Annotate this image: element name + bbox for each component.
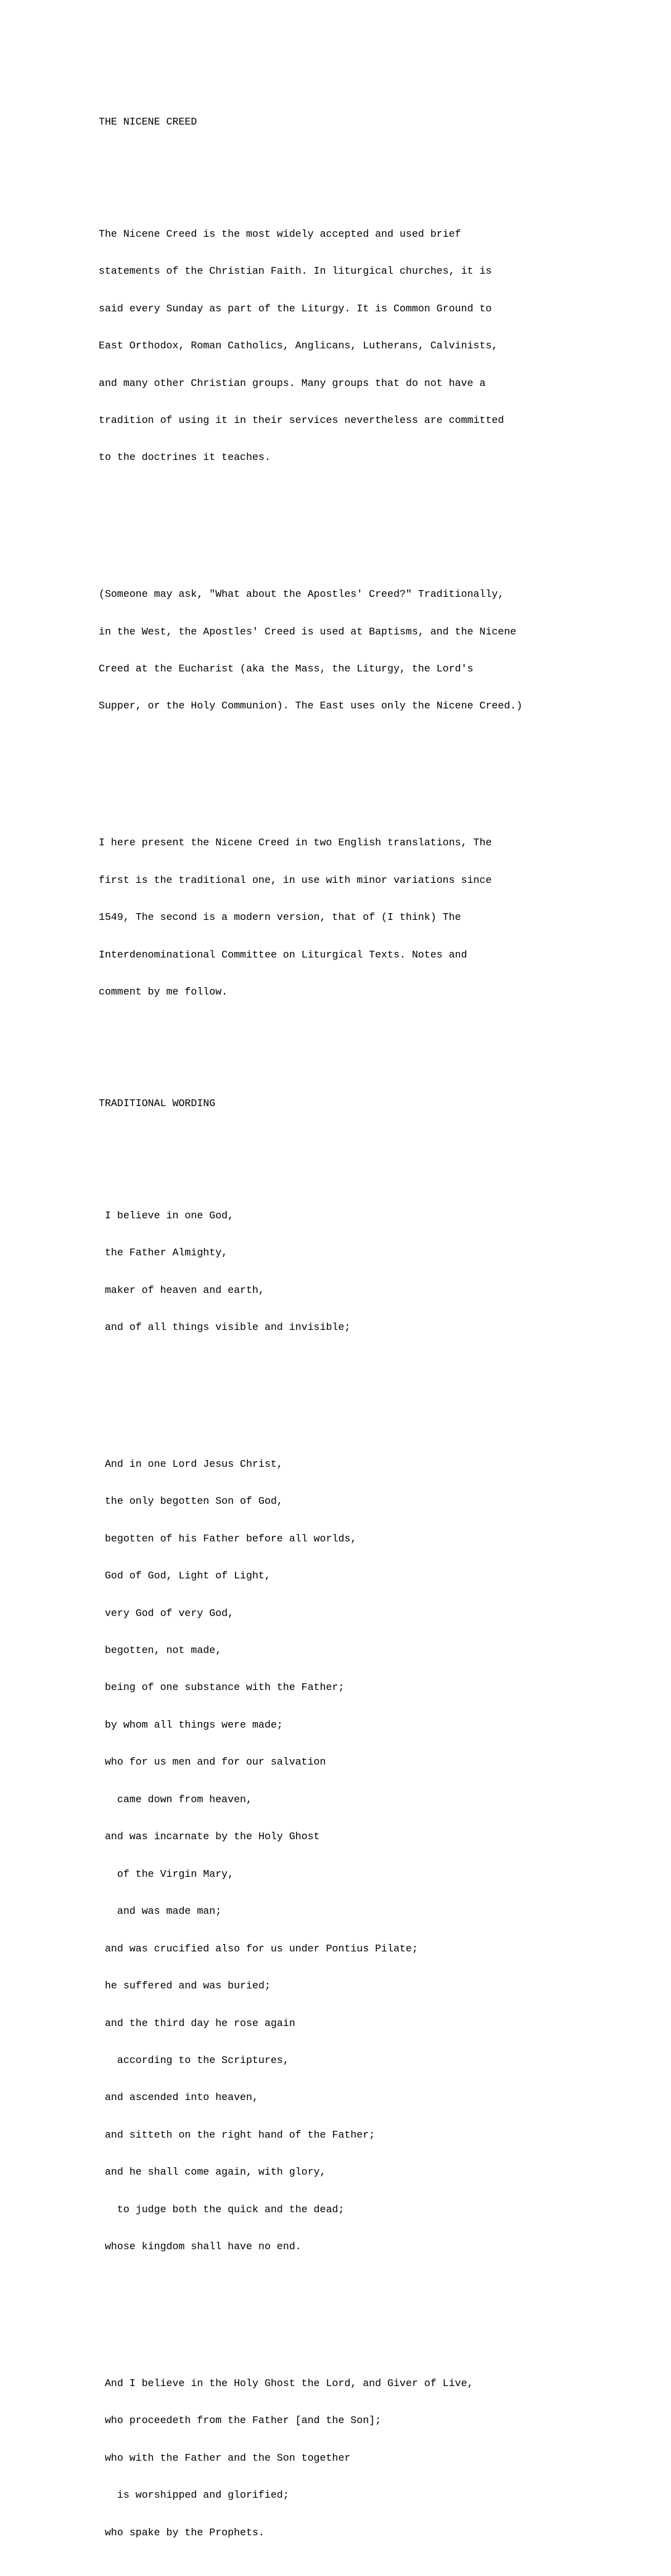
intro-paragraph-2 (99, 564, 654, 737)
creed-line: being of one substance with the Father; (99, 1681, 345, 1694)
creed-line: came down from heaven, (99, 1793, 252, 1805)
spacer (99, 762, 654, 774)
section-heading: TRADITIONAL WORDING (99, 1097, 216, 1110)
creed-line: who for us men and for our salvation (99, 1756, 326, 1768)
spacer (99, 1048, 654, 1060)
paragraph-line: Creed at the Eucharist (aka the Mass, the Liturgy, the Lord's (99, 663, 474, 675)
paragraph-line: The Nicene Creed is the most widely accepted and used brief (99, 228, 461, 240)
creed-stanza-2 (99, 1433, 654, 2278)
creed-line: God of God, Light of Light, (99, 1570, 271, 1582)
paragraph-line: Interdenominational Committee on Liturgical Texts. Notes and (99, 948, 467, 961)
creed-stanza-1 (99, 1184, 654, 1358)
creed-line: is worshipped and glorified; (99, 2489, 289, 2501)
paragraph-line: Supper, or the Holy Communion). The East uses only the Nicene Creed.) (99, 700, 523, 712)
paragraph-line: tradition of using it in their services nevertheless are committed (99, 414, 504, 426)
document-title: THE NICENE CREED (99, 116, 197, 128)
document-page (99, 91, 654, 2576)
intro-paragraph-1 (99, 203, 654, 488)
spacer (99, 2303, 654, 2315)
creed-line: whose kingdom shall have no end. (99, 2241, 302, 2253)
paragraph-line: statements of the Christian Faith. In liturgical churches, it is (99, 265, 492, 277)
paragraph-line: said every Sunday as part of the Liturgy. It is Common Ground to (99, 302, 492, 314)
creed-line: who with the Father and the Son together (99, 2451, 351, 2464)
creed-line: the Father Almighty, (99, 1247, 228, 1259)
creed-line: And in one Lord Jesus Christ, (99, 1458, 283, 1470)
creed-line: according to the Scriptures, (99, 2054, 289, 2066)
creed-line: and was crucified also for us under Pontius Pilate; (99, 1942, 418, 1955)
paragraph-line: East Orthodox, Roman Catholics, Anglicans, Lutherans, Calvinists, (99, 340, 498, 352)
intro-paragraph-3 (99, 812, 654, 1023)
creed-line: very God of very God, (99, 1607, 234, 1619)
creed-line: to judge both the quick and the dead; (99, 2203, 345, 2215)
creed-line: of the Virgin Mary, (99, 1868, 234, 1880)
creed-line: by whom all things were made; (99, 1718, 283, 1731)
creed-line: and was made man; (99, 1905, 222, 1918)
spacer (99, 514, 654, 526)
creed-line: begotten of his Father before all worlds, (99, 1532, 357, 1544)
creed-line: I believe in one God, (99, 1209, 234, 1221)
paragraph-line: comment by me follow. (99, 985, 228, 998)
paragraph-line: in the West, the Apostles' Creed is used at Baptisms, and the Nicene (99, 625, 517, 638)
creed-line: and was incarnate by the Holy Ghost (99, 1831, 320, 1843)
paragraph-line: (Someone may ask, "What about the Apostles' Creed?" Traditionally, (99, 588, 504, 601)
paragraph-line: to the doctrines it teaches. (99, 451, 271, 464)
paragraph-line: first is the traditional one, in use with minor variations since (99, 874, 492, 886)
creed-line: he suffered and was buried; (99, 1980, 271, 1992)
creed-line: and of all things visible and invisible; (99, 1321, 351, 1334)
creed-line: who proceedeth from the Father [and the Son]; (99, 2414, 382, 2427)
creed-line: the only begotten Son of God, (99, 1495, 283, 1507)
creed-line: who spake by the Prophets. (99, 2526, 265, 2538)
creed-stanza-3 (99, 2353, 654, 2564)
creed-line: and ascended into heaven, (99, 2091, 258, 2104)
paragraph-line: I here present the Nicene Creed in two English translations, The (99, 837, 492, 849)
paragraph-line: and many other Christian groups. Many groups that do not have a (99, 377, 486, 389)
spacer (99, 1384, 654, 1396)
creed-line: and sitteth on the right hand of the Father; (99, 2128, 376, 2141)
creed-line: and the third day he rose again (99, 2017, 295, 2029)
creed-line: maker of heaven and earth, (99, 1284, 265, 1296)
paragraph-line: 1549, The second is a modern version, that of (I think) The (99, 911, 461, 924)
creed-line: And I believe in the Holy Ghost the Lord, and Giver of Live, (99, 2377, 474, 2389)
creed-line: and he shall come again, with glory, (99, 2166, 326, 2178)
spacer (99, 154, 654, 166)
creed-line: begotten, not made, (99, 1644, 222, 1657)
spacer (99, 1135, 654, 1147)
